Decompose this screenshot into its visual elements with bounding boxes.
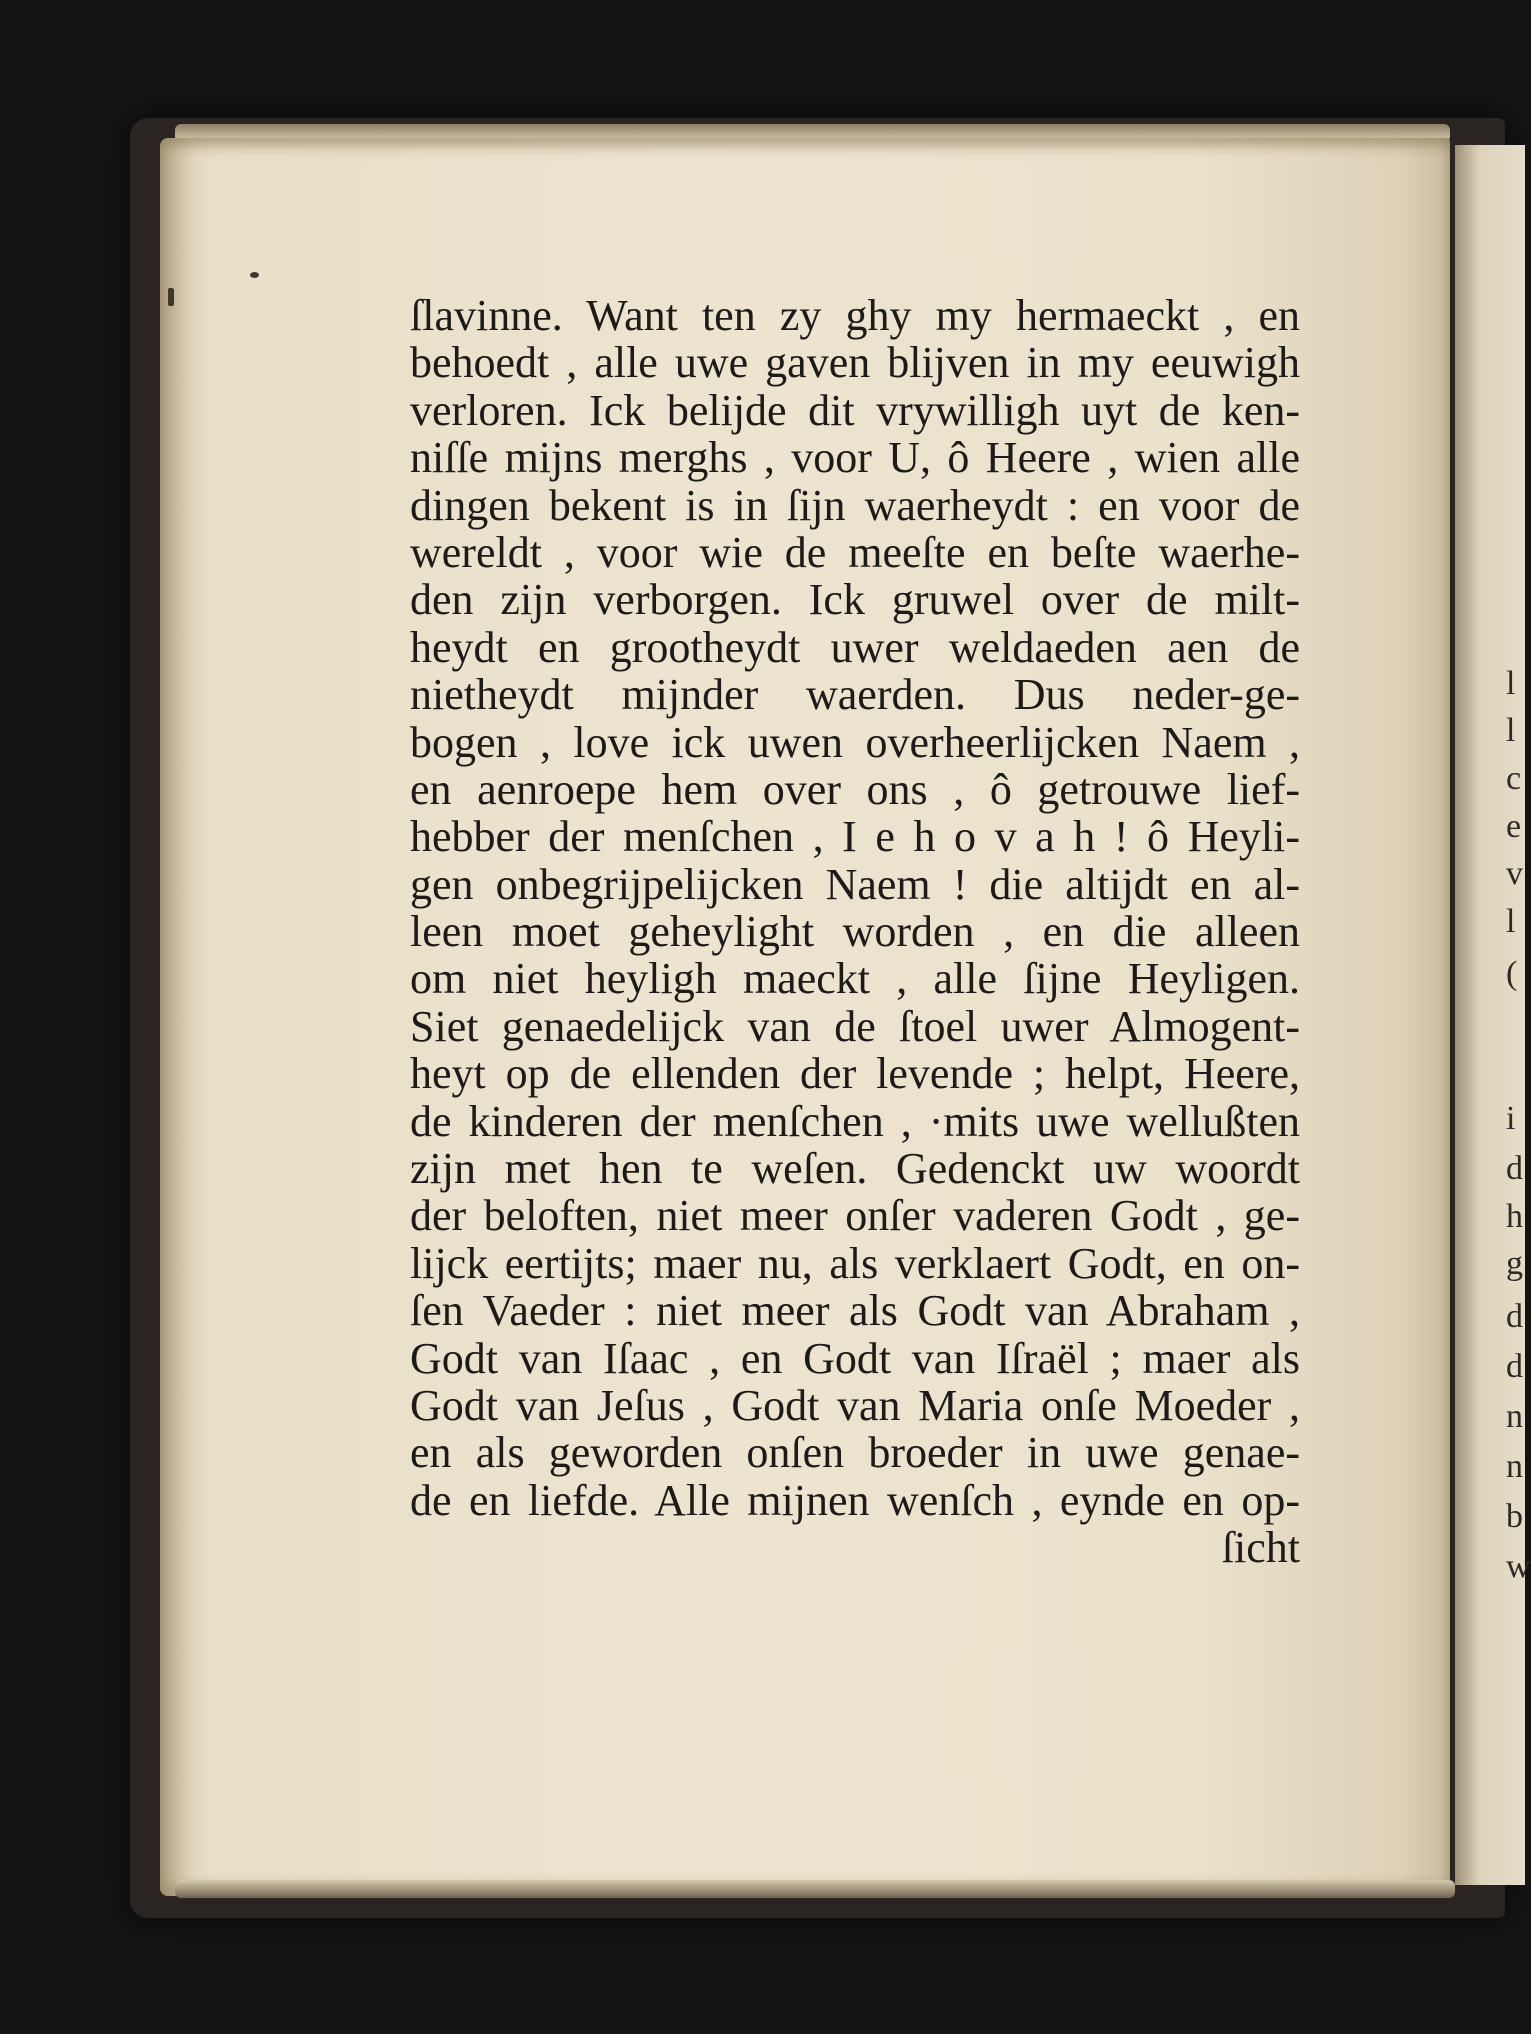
text-line: ſen Vaeder : niet meer als Godt van Abraham ,: [410, 1286, 1300, 1336]
adjacent-page-letter: g: [1506, 1245, 1523, 1282]
catchword: ſicht: [1221, 1523, 1300, 1573]
text-line: Godt van Iſaac , en Godt van Iſraël ; maer als: [410, 1333, 1300, 1383]
text-line: der beloften, niet meer onſer vaderen Godt , ge-: [410, 1191, 1300, 1241]
text-line: nietheydt mijnder waerden. Dus neder-ge-: [410, 670, 1300, 720]
text-line: de en liefde. Alle mijnen wenſch , eynde en op-: [410, 1475, 1300, 1525]
text-line: Siet genaedelijck van de ſtoel uwer Almogent-: [410, 1001, 1300, 1051]
adjacent-page-letter: d: [1506, 1150, 1523, 1187]
adjacent-page-letter: b: [1506, 1498, 1523, 1535]
ink-mark: [168, 288, 174, 306]
adjacent-page-letter: l: [1506, 903, 1516, 940]
text-line: niſſe mijns merghs , voor U, ô Heere , wien alle: [410, 433, 1300, 483]
text-line: dingen bekent is in ſijn waerheydt : en voor de: [410, 480, 1300, 530]
text-line: lijck eertijts; maer nu, als verklaert Godt, en on-: [410, 1238, 1300, 1288]
text-line: om niet heyligh maeckt , alle ſijne Heyligen.: [410, 954, 1300, 1004]
text-line: den zijn verborgen. Ick gruwel over de milt-: [410, 575, 1300, 625]
body-text: [410, 292, 1300, 1572]
text-line: leen moet geheylight worden , en die alleen: [410, 907, 1300, 957]
text-line: Godt van Jeſus , Godt van Maria onſe Moeder ,: [410, 1380, 1300, 1430]
adjacent-page-letter: w: [1506, 1548, 1531, 1585]
adjacent-page-letter: l: [1506, 665, 1516, 702]
adjacent-page-letter: c: [1506, 760, 1522, 797]
text-line: gen onbegrijpelijcken Naem ! die altijdt en al-: [410, 859, 1300, 909]
adjacent-page-letter: (: [1506, 955, 1518, 992]
text-line: heyt op de ellenden der levende ; helpt, Heere,: [410, 1049, 1300, 1099]
adjacent-page-letter: d: [1506, 1298, 1523, 1335]
adjacent-page-strip: [1455, 145, 1525, 1885]
adjacent-page-letter: n: [1506, 1448, 1523, 1485]
adjacent-page-letter: v: [1506, 855, 1523, 892]
text-line: zijn met hen te weſen. Gedenckt uw woordt: [410, 1144, 1300, 1194]
text-line: behoedt , alle uwe gaven blijven in my eeuwigh: [410, 338, 1300, 388]
adjacent-page-letter: n: [1506, 1398, 1523, 1435]
text-line: en als geworden onſen broeder in uwe genae-: [410, 1428, 1300, 1478]
text-line: heydt en grootheydt uwer weldaeden aen de: [410, 622, 1300, 672]
text-line: de kinderen der menſchen , ·mits uwe wellußten: [410, 1096, 1300, 1146]
text-line: en aenroepe hem over ons , ô getrouwe lief-: [410, 764, 1300, 814]
ink-speck: [250, 272, 259, 278]
adjacent-page-letter: h: [1506, 1198, 1523, 1235]
text-line: verloren. Ick belijde dit vrywilligh uyt de ken-: [410, 385, 1300, 435]
text-line: wereldt , voor wie de meeſte en beſte waerhe-: [410, 527, 1300, 577]
page-edge-bottom: [175, 1880, 1455, 1898]
adjacent-page-letter: l: [1506, 712, 1516, 749]
text-line: bogen , love ick uwen overheerlijcken Naem ,: [410, 717, 1300, 767]
adjacent-page-letter: e: [1506, 808, 1522, 845]
adjacent-page-letter: d: [1506, 1348, 1523, 1385]
text-line: hebber der menſchen , I e h o v a h ! ô Heyli-: [410, 812, 1300, 862]
adjacent-page-letter: i: [1506, 1100, 1516, 1137]
text-line: ſlavinne. Want ten zy ghy my hermaeckt , en: [410, 291, 1300, 340]
